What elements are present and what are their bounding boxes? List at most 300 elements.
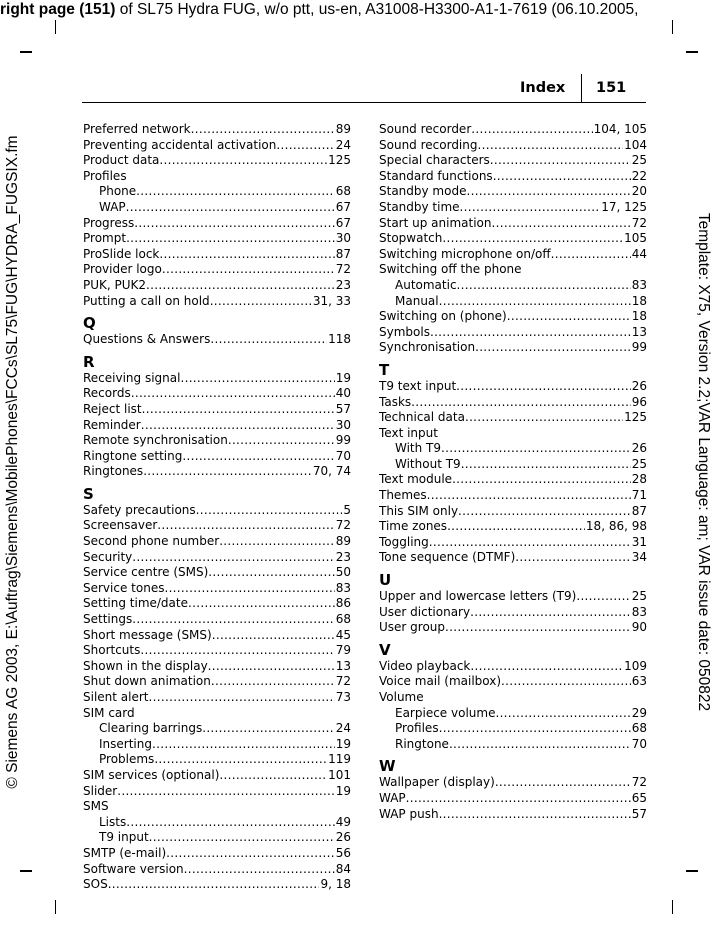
index-entry <box>379 535 647 551</box>
document-source-line <box>0 0 638 20</box>
index-entry <box>83 262 351 278</box>
index-term: Service centre (SMS) <box>83 565 209 580</box>
index-term: Wallpaper (display) <box>379 775 495 790</box>
dot-leader <box>439 721 631 737</box>
index-page-ref: 22 <box>631 168 647 183</box>
index-term: WAP push <box>379 806 439 821</box>
dot-leader <box>210 332 327 348</box>
index-entry <box>379 379 647 395</box>
dot-leader <box>146 278 335 294</box>
index-subentry <box>379 721 647 737</box>
index-entry <box>379 504 647 520</box>
index-page-ref: 104, 105 <box>593 122 647 136</box>
dot-leader <box>134 216 335 232</box>
index-term: User group <box>379 620 446 635</box>
index-group-heading: SIM card <box>83 705 135 720</box>
index-page-ref: 63 <box>631 674 647 689</box>
index-page-ref: 70 <box>335 448 351 463</box>
index-page-ref: 24 <box>335 137 351 152</box>
dot-leader <box>219 768 327 784</box>
header-rule <box>82 102 646 103</box>
index-term: Inserting <box>99 736 152 751</box>
dot-leader <box>152 737 335 753</box>
dot-leader <box>219 534 335 550</box>
index-term: Tone sequence (DTMF) <box>379 550 516 565</box>
dot-leader <box>427 488 631 504</box>
index-term: Text module <box>379 472 453 487</box>
index-term: Switching on (phone) <box>379 309 507 324</box>
index-letter-heading: U <box>379 571 392 590</box>
index-term: Product data <box>83 153 160 168</box>
index-page-ref: 73 <box>335 690 351 704</box>
index-entry <box>83 643 351 659</box>
copyright-path: © Siemens AG 2003, E:\Auftrag\Siemens\MobilePhones\FCCs\SL75\FUG\HYDRA_FUGSIX.fm <box>4 135 21 789</box>
index-term: Provider logo <box>83 262 162 277</box>
crop-mark <box>672 20 673 34</box>
dot-leader <box>180 371 334 387</box>
index-term: Questions & Answers <box>83 332 211 347</box>
index-page-ref: 18, 86, 98 <box>585 519 647 534</box>
index-page-ref: 72 <box>335 518 351 533</box>
index-term: Time zones <box>379 519 448 534</box>
index-entry <box>83 294 351 310</box>
index-page-ref: 83 <box>335 580 351 595</box>
index-subentry <box>379 737 647 753</box>
index-term: Remote synchronisation <box>83 433 228 448</box>
index-letter-heading: Q <box>83 314 96 333</box>
index-entry <box>83 433 351 449</box>
index-term: Records <box>83 386 131 401</box>
index-term: Sound recording <box>379 137 478 152</box>
index-entry <box>379 519 647 535</box>
index-term: Screensaver <box>83 518 158 533</box>
index-entry <box>379 138 647 154</box>
index-entry <box>83 674 351 690</box>
index-entry <box>379 247 647 263</box>
index-page-ref: 40 <box>335 386 351 401</box>
index-page-ref: 13 <box>631 324 647 339</box>
index-subentry <box>83 752 351 768</box>
dot-leader <box>576 589 630 605</box>
index-page-ref: 83 <box>631 277 647 292</box>
dot-leader <box>441 441 631 457</box>
index-entry <box>83 122 351 138</box>
index-term: Software version <box>83 861 184 876</box>
index-letter-heading: W <box>379 757 396 776</box>
dot-leader <box>132 612 335 628</box>
index-term: PUK, PUK2 <box>83 277 147 292</box>
dot-leader <box>149 830 335 846</box>
index-entry <box>379 791 647 807</box>
index-entry <box>83 386 351 402</box>
index-entry <box>379 659 647 675</box>
index-page-ref: 90 <box>631 620 647 635</box>
index-term: Problems <box>99 752 155 767</box>
index-group-heading: Volume <box>379 690 424 704</box>
dot-leader <box>164 581 334 597</box>
index-term: Standby mode <box>379 184 467 199</box>
dot-leader <box>551 247 631 263</box>
dot-leader <box>471 122 592 138</box>
index-column-right <box>379 122 647 822</box>
index-page-ref: 26 <box>631 441 647 456</box>
index-entry <box>379 605 647 621</box>
index-entry <box>83 877 351 893</box>
index-term: Toggling <box>379 534 429 549</box>
index-page-ref: 18 <box>631 309 647 324</box>
index-term: Stopwatch <box>379 231 443 246</box>
dot-leader <box>159 153 327 169</box>
index-term: ProSlide lock <box>83 246 160 261</box>
index-term: Safety precautions <box>83 502 196 517</box>
dot-leader <box>117 784 335 800</box>
index-term: Phone <box>99 184 137 199</box>
index-term: Service tones <box>83 580 165 595</box>
crop-mark <box>672 900 673 914</box>
index-term: WAP <box>379 790 406 805</box>
index-entry <box>379 395 647 411</box>
dot-leader <box>191 122 335 138</box>
index-page-ref: 72 <box>335 262 351 277</box>
index-entry <box>379 169 647 185</box>
dot-leader <box>406 791 631 807</box>
index-page-ref: 96 <box>631 394 647 409</box>
dot-leader <box>475 340 631 356</box>
index-term: Preferred network <box>83 122 191 136</box>
index-entry <box>379 216 647 232</box>
dot-leader <box>136 184 335 200</box>
index-term: Tasks <box>379 394 412 409</box>
index-group-heading: Text input <box>379 425 438 440</box>
index-entry <box>379 340 647 356</box>
index-subentry <box>83 184 351 200</box>
index-page-ref: 65 <box>631 790 647 805</box>
index-page-ref: 101 <box>328 767 351 782</box>
index-letter-heading: S <box>83 484 94 503</box>
dot-leader <box>140 643 334 659</box>
index-term: Ringtones <box>83 464 144 479</box>
dot-leader <box>460 200 601 216</box>
index-entry <box>379 589 647 605</box>
index-term: Shut down animation <box>83 674 211 689</box>
index-page-ref: 67 <box>335 215 351 230</box>
dot-leader <box>157 518 334 534</box>
index-term: Earpiece volume <box>395 705 496 720</box>
index-page-ref: 86 <box>335 596 351 611</box>
index-term: Progress <box>83 215 135 230</box>
index-entry <box>379 488 647 504</box>
index-page-ref: 89 <box>335 534 351 549</box>
index-subentry <box>83 815 351 831</box>
index-term: Shown in the display <box>83 658 208 673</box>
index-page-ref: 5 <box>343 502 351 517</box>
dot-leader <box>132 550 334 566</box>
dot-leader <box>466 184 630 200</box>
dot-leader <box>493 169 631 185</box>
dot-leader <box>452 472 631 488</box>
dot-leader <box>182 449 334 465</box>
dot-leader <box>108 877 320 893</box>
dot-leader <box>495 706 630 722</box>
index-page-ref: 26 <box>631 378 647 393</box>
dot-leader <box>442 231 623 247</box>
dot-leader <box>470 605 631 621</box>
index-page-ref: 67 <box>335 199 351 214</box>
dot-leader <box>211 674 335 690</box>
index-term: Shortcuts <box>83 643 141 658</box>
index-page-ref: 118 <box>328 332 351 347</box>
index-entry <box>379 472 647 488</box>
index-term: Upper and lowercase letters (T9) <box>379 589 577 604</box>
index-term: Standby time <box>379 199 460 214</box>
index-term: Sound recorder <box>379 122 472 136</box>
index-page-ref: 9, 18 <box>320 877 351 892</box>
dot-leader <box>439 294 631 310</box>
index-page-ref: 104 <box>624 137 647 152</box>
dot-leader <box>212 628 335 644</box>
index-page-ref: 72 <box>631 215 647 230</box>
dot-leader <box>461 457 631 473</box>
dot-leader <box>515 550 630 566</box>
index-entry <box>83 278 351 294</box>
dot-leader <box>196 503 343 519</box>
dot-leader <box>501 674 631 690</box>
index-term: SMTP (e-mail) <box>83 845 167 860</box>
index-page-ref: 87 <box>335 246 351 261</box>
index-entry <box>379 231 647 247</box>
index-entry <box>83 449 351 465</box>
index-term: User dictionary <box>379 604 471 619</box>
index-term: SIM services (optional) <box>83 767 220 782</box>
dot-leader <box>490 153 631 169</box>
header-divider <box>581 74 582 103</box>
index-page-ref: 19 <box>335 370 351 385</box>
crop-mark <box>20 51 32 53</box>
index-entry <box>83 503 351 519</box>
dot-leader <box>492 216 631 232</box>
index-page-ref: 49 <box>335 814 351 829</box>
index-page-ref: 23 <box>335 549 351 564</box>
index-term: Standard functions <box>379 168 493 183</box>
index-entry <box>83 138 351 154</box>
index-page-ref: 23 <box>335 277 351 292</box>
index-page-ref: 24 <box>335 721 351 736</box>
dot-leader <box>162 262 335 278</box>
dot-leader <box>445 620 631 636</box>
index-entry <box>83 612 351 628</box>
dot-leader <box>142 402 335 418</box>
index-entry <box>379 153 647 169</box>
dot-leader <box>141 418 335 434</box>
index-entry <box>83 565 351 581</box>
index-entry <box>379 807 647 823</box>
dot-leader <box>188 596 335 612</box>
index-page-ref: 71 <box>631 488 647 503</box>
index-page-ref: 105 <box>624 231 647 246</box>
index-subentry <box>379 706 647 722</box>
index-term: With T9 <box>395 441 442 456</box>
template-info: Template: X75, Version 2.2;VAR Language: am; VAR issue date: 050822 <box>695 212 712 712</box>
dot-leader <box>126 200 335 216</box>
crop-mark <box>55 900 56 914</box>
index-page-ref: 20 <box>631 184 647 199</box>
index-entry <box>83 216 351 232</box>
index-page-ref: 30 <box>335 417 351 432</box>
index-page-ref: 18 <box>631 293 647 308</box>
index-page-ref: 19 <box>335 736 351 751</box>
index-term: Reminder <box>83 417 141 432</box>
index-entry <box>83 332 351 348</box>
dot-leader <box>456 379 631 395</box>
dot-leader <box>447 519 585 535</box>
index-entry <box>83 371 351 387</box>
dot-leader <box>184 862 335 878</box>
index-term: Ringtone setting <box>83 448 183 463</box>
index-subentry <box>379 278 647 294</box>
index-entry <box>83 862 351 878</box>
index-entry <box>379 620 647 636</box>
index-page-ref: 44 <box>631 246 647 261</box>
index-page-ref: 83 <box>631 604 647 619</box>
index-page-ref: 31, 33 <box>312 293 351 308</box>
dot-leader <box>208 659 335 675</box>
index-entry <box>83 464 351 480</box>
index-subentry <box>83 200 351 216</box>
index-term: Preventing accidental activation <box>83 137 277 152</box>
dot-leader <box>430 325 631 341</box>
index-term: Voice mail (mailbox) <box>379 674 502 689</box>
index-subentry <box>83 737 351 753</box>
dot-leader <box>411 395 631 411</box>
index-page-ref: 34 <box>631 550 647 565</box>
index-column-left <box>83 122 351 893</box>
index-page-ref: 50 <box>335 565 351 580</box>
index-page-ref: 119 <box>328 752 351 767</box>
dot-leader <box>458 504 631 520</box>
index-term: Profiles <box>395 721 439 736</box>
index-term: Lists <box>99 814 127 829</box>
document-source-text: of SL75 Hydra FUG, w/o ptt, us-en, A31008-H3300-A1-1-7619 (06.10.2005, <box>115 1 639 18</box>
index-page-ref: 19 <box>335 783 351 798</box>
index-entry <box>83 518 351 534</box>
index-page-ref: 57 <box>631 806 647 821</box>
index-term: Short message (SMS) <box>83 627 212 642</box>
index-entry <box>83 690 351 706</box>
index-subentry <box>83 721 351 737</box>
index-term: Slider <box>83 783 118 798</box>
index-page-ref: 68 <box>335 612 351 627</box>
crop-mark <box>55 20 56 34</box>
index-page-ref: 72 <box>335 674 351 689</box>
index-page-ref: 99 <box>631 340 647 355</box>
dot-leader <box>126 231 335 247</box>
index-entry <box>83 231 351 247</box>
index-term: Setting time/date <box>83 596 188 611</box>
index-term: Themes <box>379 488 427 503</box>
index-term: This SIM only <box>379 503 459 518</box>
index-entry <box>83 846 351 862</box>
index-page-ref: 89 <box>335 122 351 136</box>
index-entry <box>83 247 351 263</box>
index-page-ref: 57 <box>335 401 351 416</box>
index-page-ref: 125 <box>624 410 647 425</box>
index-entry <box>379 410 647 426</box>
index-group-heading: SMS <box>83 799 109 814</box>
index-term: Silent alert <box>83 690 149 704</box>
index-entry <box>83 418 351 434</box>
index-page-ref: 25 <box>631 153 647 168</box>
index-page-ref: 68 <box>335 184 351 199</box>
index-entry <box>83 581 351 597</box>
running-header-title: Index <box>520 80 566 96</box>
index-term: SOS <box>83 877 108 892</box>
page-number: 151 <box>596 80 627 96</box>
index-entry <box>379 309 647 325</box>
dot-leader <box>457 278 631 294</box>
index-term: Technical data <box>379 410 465 425</box>
dot-leader <box>159 247 334 263</box>
crop-mark <box>686 870 698 872</box>
index-page-ref: 72 <box>631 775 647 790</box>
dot-leader <box>439 807 631 823</box>
dot-leader <box>210 294 312 310</box>
index-entry <box>379 775 647 791</box>
index-subentry <box>83 830 351 846</box>
page-label: right page (151) <box>0 1 116 18</box>
index-page-ref: 84 <box>335 861 351 876</box>
index-entry <box>83 534 351 550</box>
dot-leader <box>149 690 335 706</box>
index-letter-heading: V <box>379 640 391 659</box>
index-term: Manual <box>395 293 439 308</box>
index-page-ref: 17, 125 <box>601 199 647 214</box>
index-page-ref: 45 <box>335 627 351 642</box>
index-term: Switching microphone on/off <box>379 246 551 261</box>
index-page-ref: 70, 74 <box>312 464 351 479</box>
index-page-ref: 25 <box>631 456 647 471</box>
index-letter-heading: R <box>83 352 95 371</box>
dot-leader <box>470 659 623 675</box>
index-page-ref: 31 <box>631 534 647 549</box>
dot-leader <box>143 464 312 480</box>
index-page-ref: 13 <box>335 658 351 673</box>
index-page-ref: 125 <box>328 153 351 168</box>
index-page-ref: 87 <box>631 503 647 518</box>
index-entry <box>379 200 647 216</box>
index-term: Prompt <box>83 231 127 246</box>
index-entry <box>83 659 351 675</box>
index-entry <box>83 596 351 612</box>
index-entry <box>379 325 647 341</box>
index-term: Video playback <box>379 658 471 673</box>
index-page-ref: 25 <box>631 589 647 604</box>
index-entry <box>83 768 351 784</box>
dot-leader <box>208 565 334 581</box>
index-term: Ringtone <box>395 736 449 751</box>
index-term: Automatic <box>395 277 457 292</box>
index-term: Receiving signal <box>83 370 181 385</box>
index-term: Reject list <box>83 401 142 416</box>
index-term: Symbols <box>379 324 430 339</box>
index-entry <box>379 122 647 138</box>
dot-leader <box>154 752 327 768</box>
index-entry <box>83 628 351 644</box>
dot-leader <box>166 846 335 862</box>
index-page-ref: 26 <box>335 830 351 845</box>
index-term: T9 input <box>99 830 149 845</box>
index-term: T9 text input <box>379 378 457 393</box>
index-entry <box>83 153 351 169</box>
